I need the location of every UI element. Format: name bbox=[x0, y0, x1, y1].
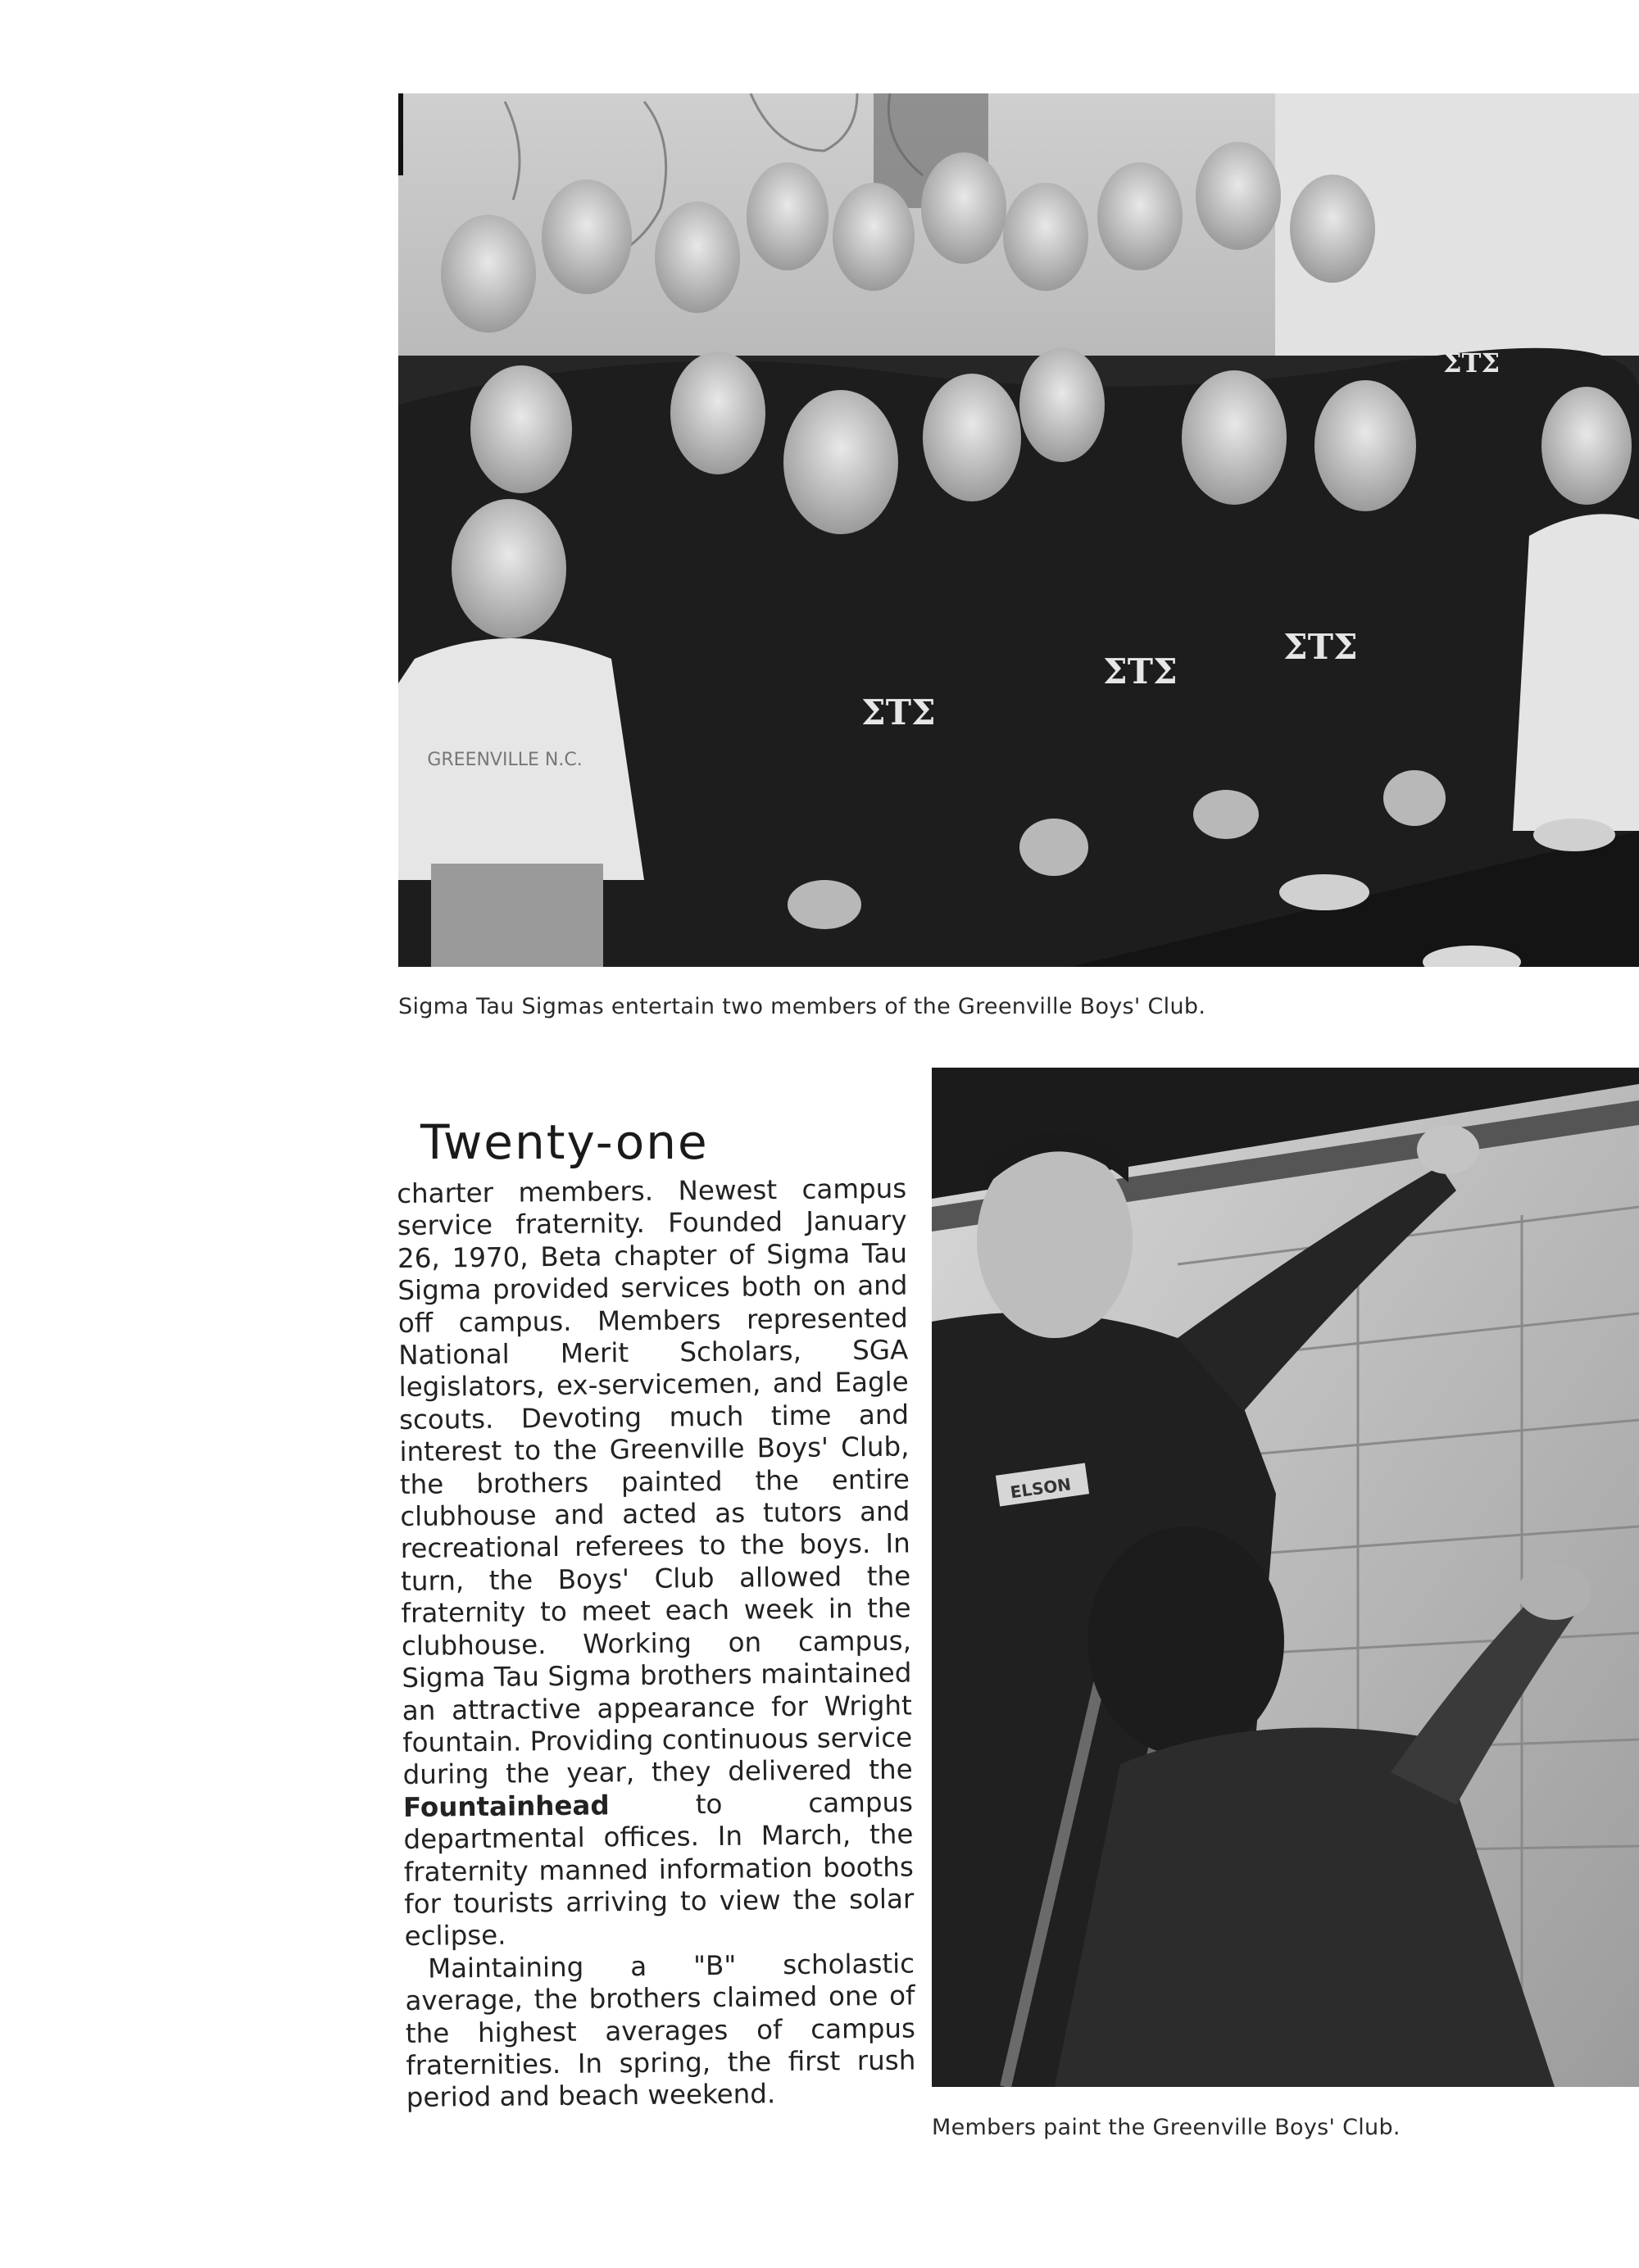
paragraph-1-text-cont: to campus departmental offices. In March, the fraternity manned information booths for tourists arriving to view the solar eclipse. bbox=[403, 1786, 915, 1953]
painting-photo-image bbox=[932, 1068, 1639, 2087]
article-paragraph-2: Maintaining a "B" scholastic average, the brothers claimed one of the highest averages of campus fraternities. In spring, the first rush period and beach weekend. bbox=[405, 1948, 916, 2114]
jacket-letters-4: ΣΤΣ bbox=[1443, 347, 1501, 379]
jacket-letters-3: ΣΤΣ bbox=[1283, 627, 1358, 667]
jacket-letters-2: ΣΤΣ bbox=[1103, 651, 1178, 692]
bowl-right bbox=[1533, 819, 1615, 851]
painting-photo bbox=[932, 1068, 1639, 2087]
group-photo-image bbox=[398, 93, 1639, 967]
fountainhead-title: Fountainhead bbox=[402, 1789, 610, 1823]
jacket-letters-1: ΣΤΣ bbox=[861, 692, 936, 733]
name-tag: ELSON bbox=[1009, 1474, 1073, 1503]
painting-photo-caption: Members paint the Greenville Boys' Club. bbox=[932, 2115, 1401, 2140]
group-photo bbox=[398, 93, 1639, 967]
article-paragraph-1 bbox=[397, 1173, 915, 1953]
bowl bbox=[1279, 874, 1369, 910]
article-headline: Twenty-one bbox=[420, 1114, 709, 1170]
article-body bbox=[397, 1173, 916, 2114]
shirt-print: GREENVILLE N.C. bbox=[427, 750, 583, 770]
painter-hand bbox=[1417, 1125, 1479, 1174]
paragraph-1-text: charter members. Newest campus service fraternity. Founded January 26, 1970, Beta chapter of Sigma Tau Sigma provided services both on and off campus. Members represented National Merit Scholars, SGA legislators, ex-servicemen, and Eagle scouts. Devoting much time and interest to the Greenville Boys' Club, the brothers painted the entire clubhouse and acted as tutors and recreational referees to the boys. In turn, the Boys' Club allowed the fraternity to meet each week in the clubhouse. Working on campus, Sigma Tau Sigma brothers maintained an attractive appearance for Wright fountain. Providing continuous service during the year, they delivered the bbox=[397, 1173, 913, 1791]
group-photo-caption: Sigma Tau Sigmas entertain two members of the Greenville Boys' Club. bbox=[398, 994, 1206, 1019]
second-painter-head bbox=[1087, 1526, 1284, 1756]
